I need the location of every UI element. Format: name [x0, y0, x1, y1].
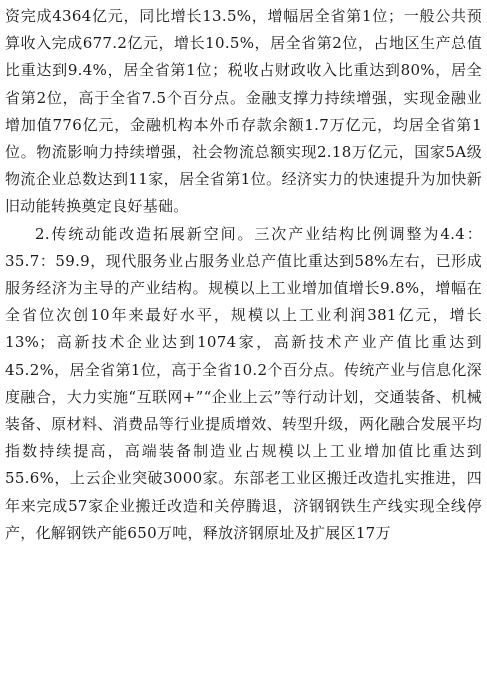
paragraph-traditional-momentum: 2.传统动能改造拓展新空间。三次产业结构比例调整为4.4：35.7：59.9，现代服务业占服务业总产值比重达到58%左右，已形成服务经济为主导的产业结构。规模以上工业增加值增长9.8%，增幅在全省位次创10年来最好水平，规模以上工业利润381亿元，增长13%；高新技术企业达到1074家，高新技术产业产值比重达到45.2%，居全省第1位，高于全省10.2个百分点。传统产业与信息化深度融合，大力实施“互联网+”“企业上云”等行动计划，交通装备、机械装备、原材料、消费品等行业提质增效、转型升级，两化融合发展平均指数持续提高，高端装备制造业占规模以上工业增加值比重达到55.6%，上云企业突破3000家。东部老工业区搬迁改造扎实推进，四年来完成57家企业搬迁改造和关停腾退，济钢钢铁生产线实现全线停产，化解钢铁产能650万吨，释放济钢原址及扩展区17万 [5, 224, 482, 542]
paragraph-economic-strength: 资完成4364亿元，同比增长13.5%，增幅居全省第1位；一般公共预算收入完成677.2亿元，增长10.5%，居全省第2位，占地区生产总值比重达到9.4%，居全省第1位；税收占财政收入比重达到80%，居全省第2位，高于全省7.5个百分点。金融支撑力持续增强，实现金融业增加值776亿元，金融机构本外币存款余额1.7万亿元，均居全省第1位。物流影响力持续增强，社会物流总额实现2.18万亿元，国家5A级物流企业总数达到11家，居全省第1位。经济实力的快速提升为加快新旧动能转换奠定良好基础。 [5, 7, 482, 216]
